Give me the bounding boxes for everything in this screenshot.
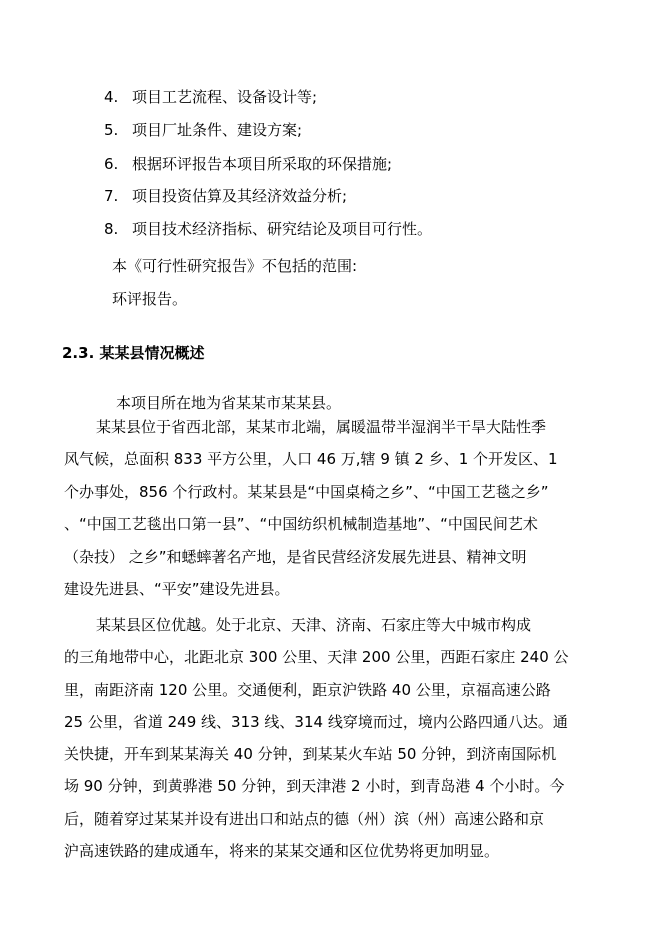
- list-text: 根据环评报告本项目所采取的环保措施;: [132, 155, 393, 173]
- paragraph-1-line-3: 风气候，总面积 833 平方公里，人口 46 万,辖 9 镇 2 乡、1 个开发区、1: [64, 450, 558, 468]
- paragraph-1-line-7: 建设先进县、“平安”建设先进县。: [64, 580, 290, 598]
- list-number: 6.: [104, 155, 119, 173]
- list-text: 项目投资估算及其经济效益分析;: [132, 187, 348, 205]
- paragraph-1-line-1: 本项目所在地为省某某市某某县。: [116, 394, 342, 412]
- paragraph-1-line-5: 、“中国工艺毯出口第一县”、“中国纺织机械制造基地”、“中国民间艺术: [64, 515, 538, 533]
- paragraph-1-line-4: 个办事处，856 个行政村。某某县是“中国桌椅之乡”、“中国工艺毯之乡”: [64, 483, 549, 501]
- paragraph-1-line-2: 某某县位于省西北部，某某市北端，属暖温带半湿润半干旱大陆性季: [96, 418, 547, 436]
- list-number: 7.: [104, 187, 119, 205]
- list-text: 项目厂址条件、建设方案;: [132, 121, 303, 139]
- list-item-8: [104, 220, 432, 238]
- list-item-4: [104, 88, 317, 106]
- list-text: 项目技术经济指标、研究结论及项目可行性。: [132, 220, 433, 238]
- scope-line-1: 本《可行性研究报告》不包括的范围:: [112, 257, 358, 275]
- section-heading: 2.3. 某某县情况概述: [62, 344, 205, 362]
- paragraph-1-line-6: （杂技） 之乡”和蟋蟀著名产地，是省民营经济发展先进县、精神文明: [64, 548, 527, 566]
- paragraph-2-line-6: 场 90 分钟，到黄骅港 50 分钟，到天津港 2 小时，到青岛港 4 个小时。今: [64, 777, 565, 795]
- paragraph-2-line-2: 的三角地带中心，北距北京 300 公里、天津 200 公里，西距石家庄 240 公: [64, 648, 569, 666]
- list-number: 5.: [104, 121, 119, 139]
- paragraph-2-line-4: 25 公里，省道 249 线、313 线、314 线穿境而过，境内公路四通八达。通: [64, 713, 568, 731]
- list-item-7: [104, 187, 347, 205]
- list-text: 项目工艺流程、设备设计等;: [132, 88, 318, 106]
- paragraph-2-line-5: 关快捷，开车到某某海关 40 分钟，到某某火车站 50 分钟，到济南国际机: [64, 745, 557, 763]
- paragraph-2-line-7: 后，随着穿过某某并设有进出口和站点的德（州）滨（州）高速公路和京: [64, 810, 545, 828]
- list-item-6: [104, 155, 392, 173]
- paragraph-2-line-8: 沪高速铁路的建成通车，将来的某某交通和区位优势将更加明显。: [64, 842, 500, 860]
- list-item-5: [104, 121, 302, 139]
- list-number: 8.: [104, 220, 119, 238]
- paragraph-2-line-1: 某某县区位优越。处于北京、天津、济南、石家庄等大中城市构成: [96, 616, 532, 634]
- paragraph-2-line-3: 里，南距济南 120 公里。交通便利，距京沪铁路 40 公里，京福高速公路: [64, 681, 551, 699]
- list-number: 4.: [104, 88, 119, 106]
- scope-line-2: 环评报告。: [112, 290, 188, 308]
